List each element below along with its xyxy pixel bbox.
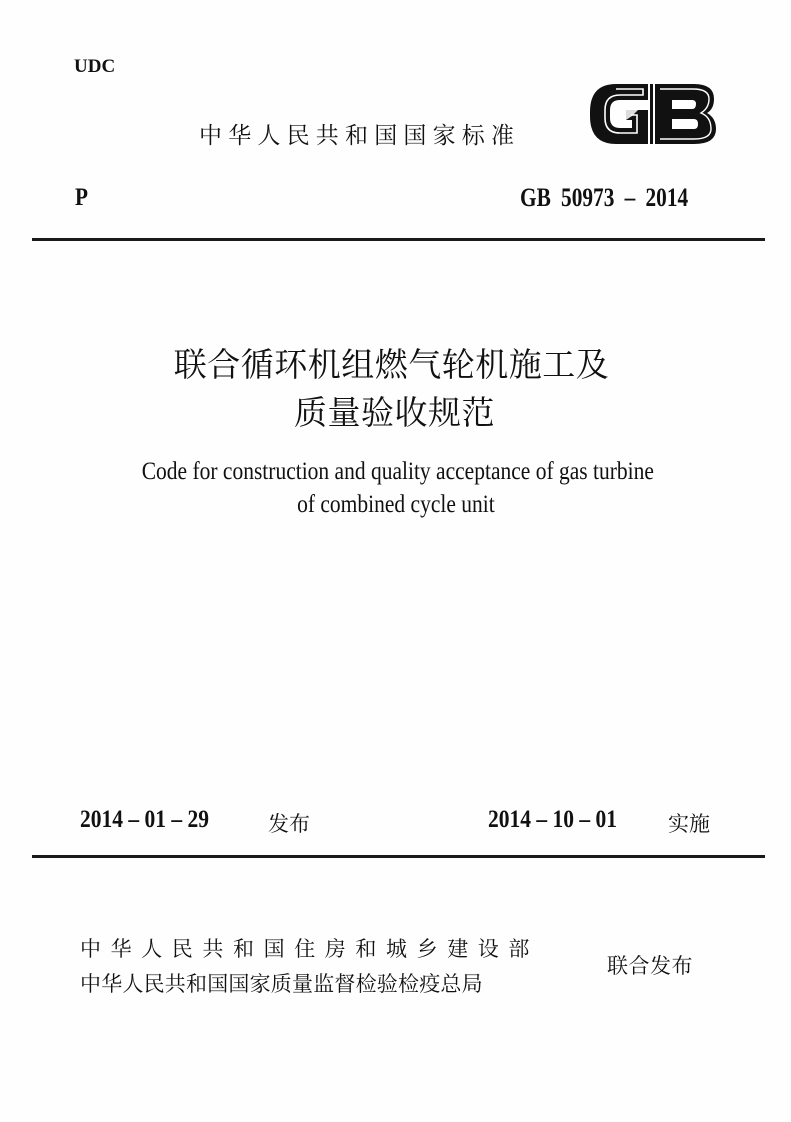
title-english-line-1 [2,456,791,488]
bottom-divider [32,855,765,858]
title-english-line-2 [0,489,791,521]
udc-label: UDC [74,56,116,77]
joint-issue-label: 联合发布 [607,954,693,978]
national-standard-heading: 中华人民共和国国家标准 [199,123,521,149]
issuer-aqsiq: 中华人民共和国国家质量监督检验检疫总局 [80,972,483,996]
effective-date [488,806,710,836]
gb-logo-icon [586,82,718,146]
title-english-line-1-text: Code for construction and quality acceptance of gas turbine [141,458,654,485]
category-code: P [75,184,88,211]
effective-date-label: 实施 [668,812,710,836]
issue-date [80,806,310,836]
title-english-line-2-text: of combined cycle unit [296,491,495,518]
standard-number: GB 50973 – 2014 [520,183,689,212]
title-chinese-line-2: 质量验收规范 [294,393,495,432]
top-divider [32,238,765,241]
title-chinese-line-1: 联合循环机组燃气轮机施工及 [173,345,610,384]
issue-date-label: 发布 [268,812,310,836]
effective-date-value: 2014 – 10 – 01 [488,806,617,833]
issuer-mohurd: 中华人民共和国住房和城乡建设部 [80,937,539,961]
issue-date-value: 2014 – 01 – 29 [80,806,209,833]
